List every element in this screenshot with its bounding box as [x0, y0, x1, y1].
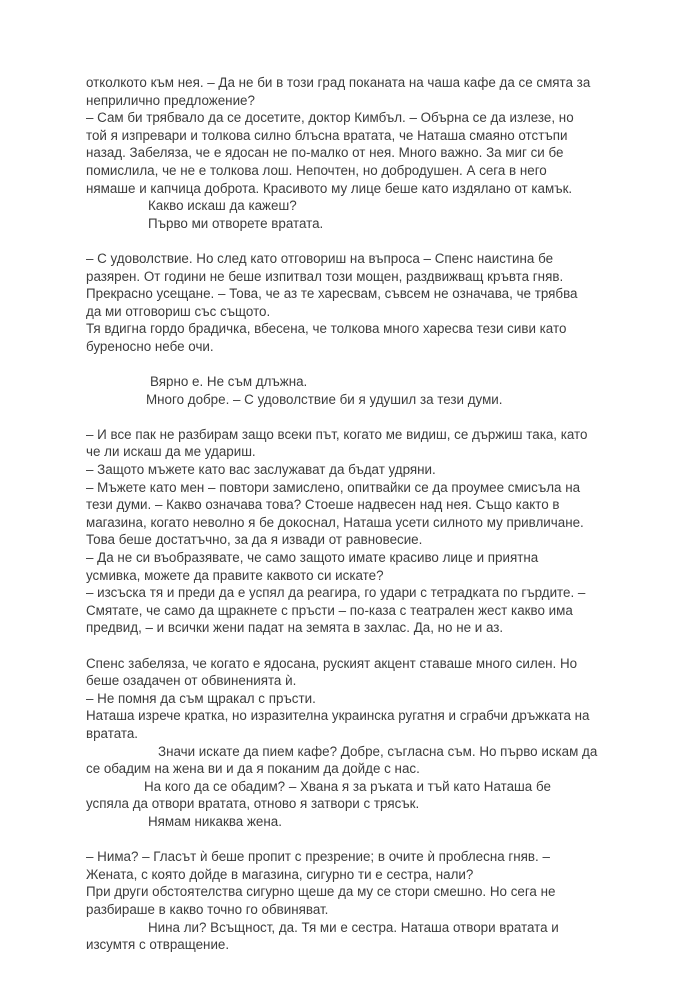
- text-line: нямаше и капчица доброта. Красивото му лице беше като издялано от камък.: [86, 180, 573, 196]
- text-line: вратата.: [86, 725, 138, 741]
- blank-line: [86, 356, 646, 374]
- text-line: – Мъжете като мен – повтори замислено, опитвайки се да проумее смисъла на: [86, 479, 581, 495]
- text-line: помислила, че не е толкова лош. Непочтен, но добродушен. А сега в него: [86, 162, 547, 178]
- text-line: неприлично предложение?: [86, 92, 255, 108]
- text-line: усмивка, можете да правите каквото си искате?: [86, 567, 384, 583]
- text-line: Жената, с която дойде в магазина, сигурно ти е сестра, нали?: [86, 866, 474, 882]
- text-line: – изсъска тя и преди да е успял да реагира, го удари с тетрадката по гърдите. –: [86, 585, 586, 601]
- text-line: При други обстоятелства сигурно щеше да му се стори смешно. Но сега не: [86, 884, 556, 900]
- text-line: назад. Забеляза, че е ядосан не по-малко от нея. Много важно. За миг си бе: [86, 145, 564, 161]
- text-line: Смятате, че само да щракнете с пръсти – по-каза с театрален жест какво има: [86, 602, 573, 618]
- text-line: да ми отговориш със същото.: [86, 303, 271, 319]
- text-line: – Нима? – Гласът ѝ беше пропит с презрение; в очите ѝ проблесна гняв. –: [86, 849, 550, 865]
- dialogue-line: Какво искаш да кажеш?: [148, 198, 297, 214]
- dialogue-line: На кого да се обадим? – Хвана я за ръката и тъй като Наташа бе: [144, 778, 551, 794]
- text-line: че ли искаш да ме удариш.: [86, 444, 256, 460]
- blank-line: [86, 232, 646, 250]
- body-text: [86, 74, 646, 954]
- text-line: магазина, когато неволно я бе докоснал, Наташа усети силното му привличане.: [86, 514, 584, 530]
- text-line: изсумтя с отвращение.: [86, 937, 230, 953]
- text-line: той я изпревари и толкова силно блъсна вратата, че Наташа смаяно отстъпи: [86, 127, 568, 143]
- text-line: – И все пак не разбирам защо всеки път, когато ме видиш, се държиш така, като: [86, 426, 588, 442]
- blank-line: [86, 831, 646, 849]
- text-line: – Не помня да съм щракал с пръсти.: [86, 690, 316, 706]
- text-line: – Защото мъжете като вас заслужават да бъдат удряни.: [86, 462, 436, 478]
- dialogue-line: Много добре. – С удоволствие би я удушил за тези думи.: [146, 391, 503, 407]
- dialogue-line: Нина ли? Всъщност, да. Тя ми е сестра. Наташа отвори вратата и: [148, 919, 559, 935]
- dialogue-line: Първо ми отворете вратата.: [148, 215, 324, 231]
- dialogue-line: Вярно е. Не съм длъжна.: [150, 374, 308, 390]
- text-line: отколкото към нея. – Да не би в този град поканата на чаша кафе да се смята за: [86, 75, 591, 90]
- text-line: тези думи. – Какво означава това? Стоеше надвесен над нея. Също както в: [86, 497, 560, 513]
- dialogue-line: Нямам никаква жена.: [148, 813, 282, 829]
- blank-line: [86, 637, 646, 655]
- text-line: разбираше в какво точно го обвиняват.: [86, 901, 329, 917]
- text-line: Прекрасно усещане. – Това, че аз те харесвам, съвсем не означава, че трябва: [86, 286, 578, 302]
- text-line: Тя вдигна гордо брадичка, вбесена, че толкова много харесва тези сиви като: [86, 321, 567, 337]
- text-line: Спенс забеляза, че когато е ядосана, руският акцент ставаше много силен. Но: [86, 655, 578, 671]
- text-line: успяла да отвори вратата, отново я затвори с трясък.: [86, 796, 420, 812]
- text-line: буреносно небе очи.: [86, 338, 214, 354]
- text-line: Наташа изрече кратка, но изразителна украинска ругатня и сграбчи дръжката на: [86, 708, 590, 724]
- blank-line: [86, 408, 646, 426]
- text-line: – Сам би трябвало да се досетите, доктор Кимбъл. – Обърна се да излезе, но: [86, 110, 574, 126]
- text-line: – Да не си въобразявате, че само защото имате красиво лице и приятна: [86, 550, 539, 566]
- text-line: беше озадачен от обвиненията ѝ.: [86, 673, 297, 689]
- text-line: – С удоволствие. Но след като отговориш на въпроса – Спенс наистина бе: [86, 250, 554, 266]
- dialogue-line: Значи искате да пием кафе? Добре, съгласна съм. Но първо искам да: [158, 743, 598, 759]
- text-line: предвид, – и всички жени падат на земята в захлас. Да, но не и аз.: [86, 620, 504, 636]
- text-line: разярен. От години не беше изпитвал този мощен, раздвижващ кръвта гняв.: [86, 268, 564, 284]
- text-line: Това беше достатъчно, за да я извади от равновесие.: [86, 532, 423, 548]
- text-line: се обадим на жена ви и да я поканим да дойде с нас.: [86, 761, 420, 777]
